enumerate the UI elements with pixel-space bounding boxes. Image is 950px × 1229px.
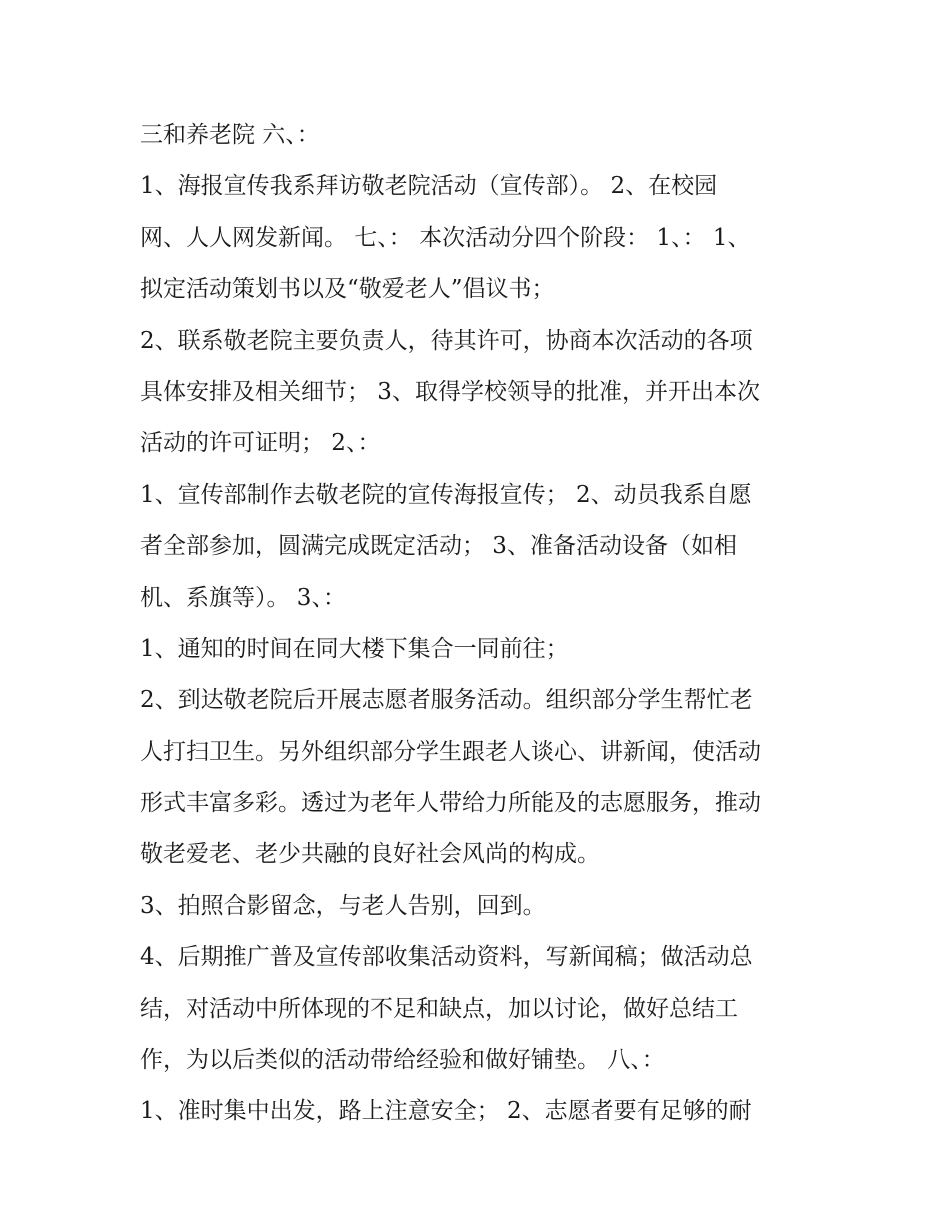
text-line: 结，对活动中所体现的不足和缺点，加以讨论，做好总结工: [140, 995, 738, 1022]
text-line: 拟定活动策划书以及“敬爱老人”倡议书；: [140, 276, 555, 303]
text-line: 具体安排及相关细节； 3、取得学校领导的批准，并开出本次: [140, 378, 760, 405]
text-line: 作，为以后类似的活动带给经验和做好铺垫。 八、：: [140, 1047, 665, 1074]
text-line: 1、通知的时间在同大楼下集合一同前往；: [140, 635, 569, 662]
text-line: 4、后期推广普及宣传部收集活动资料，写新闻稿；做活动总: [140, 944, 753, 971]
text-line: 人打扫卫生。另外组织部分学生跟老人谈心、讲新闻，使活动: [140, 738, 761, 765]
text-line: 1、宣传部制作去敬老院的宣传海报宣传； 2、动员我系自愿: [140, 481, 752, 508]
text-line: 2、到达敬老院后开展志愿者服务活动。组织部分学生帮忙老: [140, 687, 753, 714]
text-line: 三和养老院 六、：: [140, 122, 320, 148]
text-line: 3、拍照合影留念，与老人告别，回到。: [140, 892, 546, 919]
text-line: 机、系旗等）。 3、：: [140, 584, 346, 611]
document-body: [140, 110, 830, 1138]
text-line: 2、联系敬老院主要负责人，待其许可，协商本次活动的各项: [140, 327, 753, 354]
text-line: 网、人人网发新闻。 七、： 本次活动分四个阶段： 1、： 1、: [140, 224, 751, 251]
text-line: 形式丰富多彩。透过为老年人带给力所能及的志愿服务，推动: [140, 790, 761, 817]
text-line: 者全部参加，圆满完成既定活动； 3、准备活动设备（如相: [140, 533, 737, 560]
text-line: 敬老爱老、老少共融的良好社会风尚的构成。: [140, 841, 600, 868]
text-line: 1、准时集中出发，路上注意安全； 2、志愿者要有足够的耐: [140, 1098, 752, 1125]
text-line: 活动的许可证明； 2、：: [140, 430, 381, 457]
text-line: 1、海报宣传我系拜访敬老院活动（宣传部）。 2、在校园: [140, 173, 718, 200]
